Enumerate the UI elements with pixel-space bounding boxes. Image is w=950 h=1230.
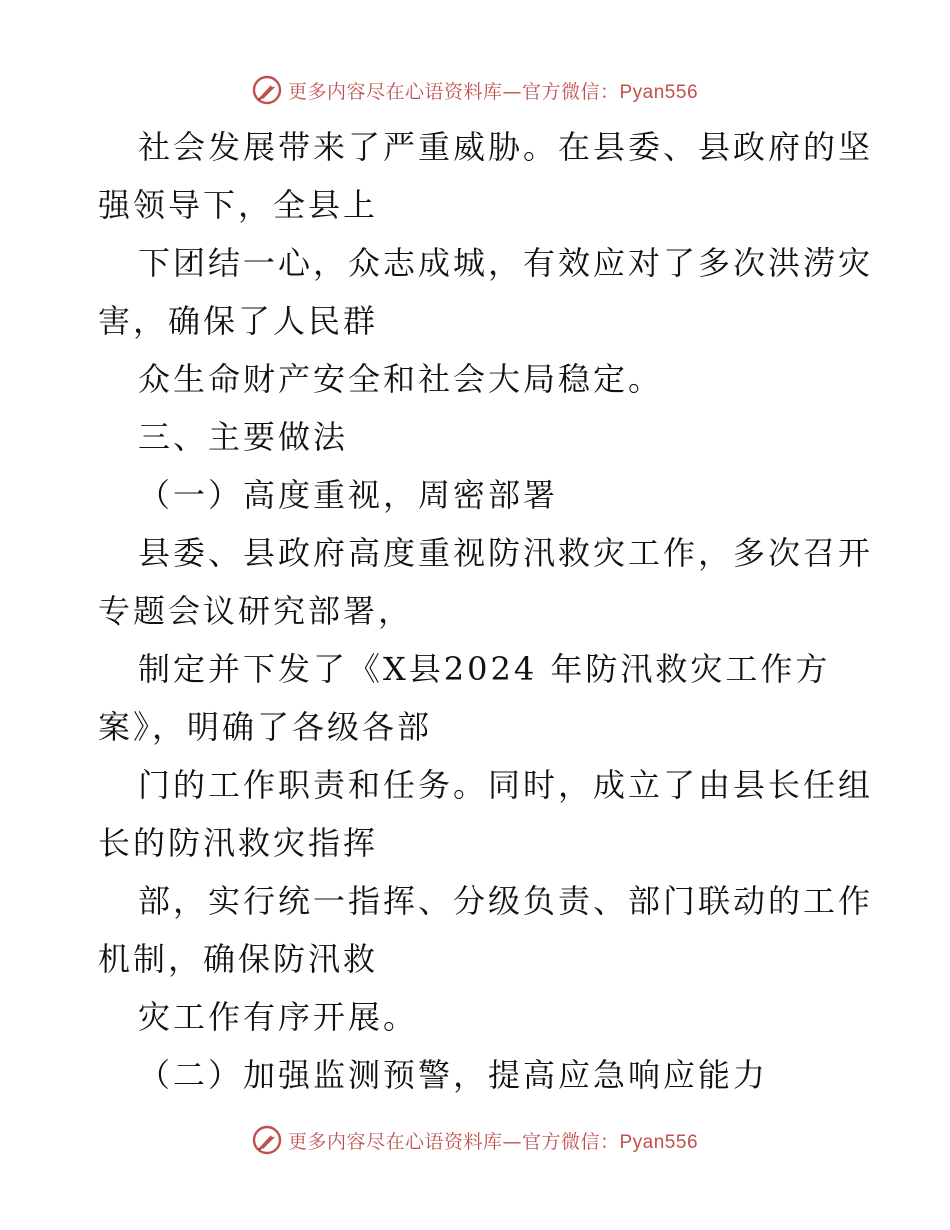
banner-slogan: 更多内容尽在心语资料库—官方微信： [287, 80, 620, 103]
text-line: 长的防汛救灾指挥 [98, 824, 379, 862]
text-line: 机制，确保防汛救 [98, 940, 379, 978]
text-line: （一）高度重视，周密部署 [138, 476, 559, 514]
banner-inner [252, 75, 698, 105]
text-line: 三、主要做法 [138, 418, 349, 456]
banner-inner [252, 1125, 698, 1155]
text-line: 案》，明确了各级各部 [98, 708, 433, 746]
pen-logo-icon [252, 1125, 282, 1155]
pen-logo-icon [252, 75, 282, 105]
text-line: 社会发展带来了严重威胁。在县委、县政府的坚 [138, 128, 874, 166]
text-line: 县委、县政府高度重视防汛救灾工作，多次召开 [138, 534, 874, 572]
text-line: 下团结一心，众志成城，有效应对了多次洪涝灾 [138, 244, 874, 282]
banner-text [288, 1127, 698, 1154]
text-line: 门的工作职责和任务。同时，成立了由县长任组 [138, 766, 874, 804]
text-line: 灾工作有序开展。 [138, 998, 419, 1036]
banner-handle: Pyan556 [619, 81, 699, 103]
text-line: （二）加强监测预警，提高应急响应能力 [138, 1056, 769, 1094]
banner-text [288, 77, 698, 104]
header-watermark-banner [0, 70, 950, 110]
footer-watermark-banner [0, 1120, 950, 1160]
text-line: 部，实行统一指挥、分级负责、部门联动的工作 [138, 882, 874, 920]
banner-slogan: 更多内容尽在心语资料库—官方微信： [287, 1130, 620, 1153]
text-line: 害，确保了人民群 [98, 302, 379, 340]
text-line: 专题会议研究部署， [98, 592, 414, 630]
text-line: 众生命财产安全和社会大局稳定。 [138, 360, 664, 398]
banner-handle: Pyan556 [619, 1131, 699, 1153]
text-line: 制定并下发了《X县2024 年防汛救灾工作方 [138, 650, 831, 688]
text-line: 强领导下，全县上 [98, 186, 379, 224]
document-body [98, 118, 874, 1104]
